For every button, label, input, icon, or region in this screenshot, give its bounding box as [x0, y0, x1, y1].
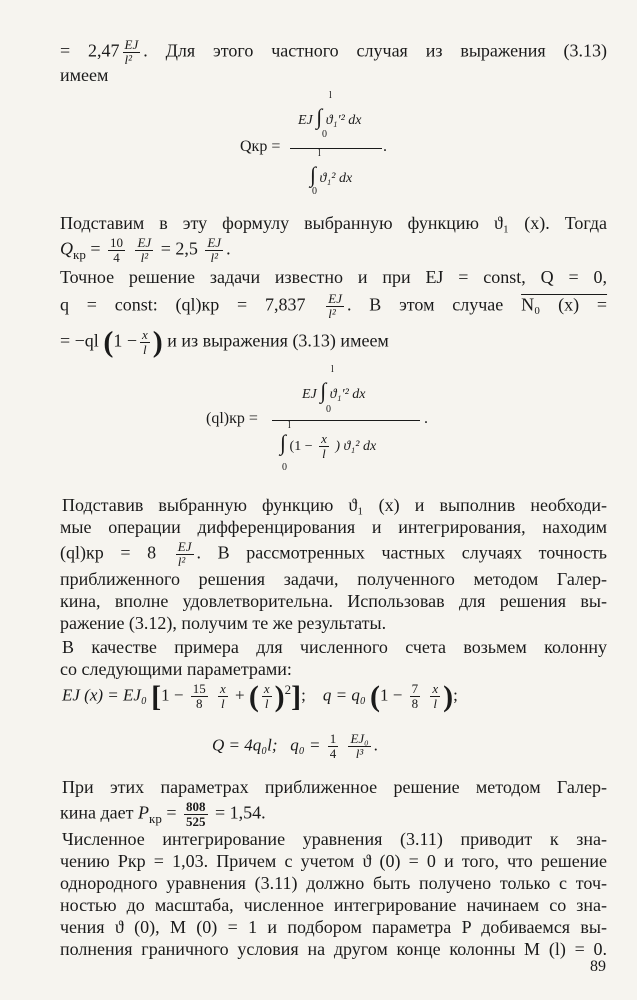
text-line-9: мые операции дифференцирования и интегрирования, находим — [60, 517, 607, 537]
text-line-21: ностью до масштаба, численное интегрирование начинаем со зна- — [60, 895, 607, 915]
text-line-3: Подставим в эту формулу выбранную функцию ϑ₁ (x). Тогда — [60, 213, 607, 233]
equation-qlkr-lhs: (ql)кр = — [206, 410, 258, 427]
integral-lower-limit: 0 — [322, 129, 327, 140]
fraction-ej-l2: $\frac{EJ}{\text{l²}}$ — [124, 37, 139, 67]
equation-qkr-lhs: Qкр = — [240, 138, 281, 155]
integral-upper-limit: l — [288, 420, 291, 431]
equation-1-denominator: ∫ ϑ₁² dx — [310, 162, 353, 187]
text-line-19: чению Pкр = 1,03. Причем с учетом ϑ (0) = 0 и того, что решение — [60, 851, 607, 871]
text-line-15: со следующими параметрами: — [60, 659, 292, 679]
text-line-7: = −ql (1 − $\frac{x}{l}$ ) и из выражения (3.13) имеем — [60, 325, 389, 359]
integral-upper-limit: l — [331, 364, 334, 375]
text-line-17: кина дает $P_{кр}$ = $\frac{808}{525}$ = 1,54. — [60, 799, 266, 829]
text-line-4: $Q_{кр}$ = $\frac{10}{4}$ $\frac{EJ}{\text{l²}}$ = 2,5 $\frac{EJ}{\text{l²}}$ . — [60, 235, 231, 265]
text-line-11: приближенного решения задачи, полученного методом Галер- — [60, 569, 607, 589]
equation-1-numerator: EJ ∫ ϑ₁′² dx — [298, 104, 362, 129]
integral-lower-limit: 0 — [282, 462, 287, 473]
period: . — [424, 410, 428, 427]
text-line-20: однородного уравнения (3.11) должно быть получено только с точ- — [60, 873, 607, 893]
text-line-10: (ql)кр = 8 $\frac{EJ}{\text{l²}}$ . В рассмотренных частных случаях точность — [60, 539, 608, 569]
text-fragment: Для этого частного случая из выражения (3.13) — [165, 40, 607, 61]
text-line-1: = 2,47 $\frac{EJ}{\text{l²}}$ . Для этого частного случая из выражения (3.13) — [60, 37, 607, 67]
text-fragment: = 2,47 — [60, 40, 120, 61]
text-line-12: кина, вполне удовлетворительна. Использовав для решения вы- — [60, 591, 607, 611]
text-line-6: q = const: (ql)кр = 7,837 $\frac{EJ}{\text{l²}}$ . В этом случае N₀ (x) = — [60, 291, 608, 321]
integral-upper-limit: l — [318, 148, 321, 159]
page-number: 89 — [590, 958, 606, 975]
equation-2-denominator: ∫ (1 − $\frac{x}{l}$ ) ϑ₁² dx — [280, 430, 377, 462]
integral-upper-limit: l — [329, 90, 332, 101]
fraction-bar — [272, 420, 420, 421]
text-line-13: ражение (3.12), получим те же результаты. — [60, 613, 387, 633]
text-line-18: Численное интегрирование уравнения (3.11) приводит к зна- — [62, 829, 607, 849]
text-line-8: Подставив выбранную функцию ϑ₁ (x) и выполнив необходи- — [62, 495, 607, 515]
text-line-2: имеем — [60, 65, 109, 85]
text-line-14: В качестве примера для численного счета возьмем колонну — [62, 637, 607, 657]
text-line-16: При этих параметрах приближенное решение методом Галер- — [62, 777, 607, 797]
equation-2-numerator: EJ ∫ ϑ₁′² dx — [302, 378, 366, 403]
fraction-bar — [290, 148, 382, 149]
text-line-22: чения ϑ (0), M (0) = 1 и подбором параметра P добиваемся вы- — [60, 917, 607, 937]
integral-lower-limit: 0 — [312, 186, 317, 197]
integral-lower-limit: 0 — [326, 404, 331, 415]
text-line-5: Точное решение задачи известно и при EJ = const, Q = 0, — [60, 267, 607, 287]
period: . — [383, 138, 387, 155]
text-line-23: полнения граничного условия на другом конце колонны M (l) = 0. — [60, 939, 607, 959]
equation-3: EJ (x) = EJ₀ [1 − $\frac{15}{8}$ $\frac{x}{l}$ + ( $\frac{x}{l}$ )$^2$]; q = q₀ (1 − $\frac{7}{8}$ $\frac{x}{l}$ ); — [62, 679, 458, 713]
equation-4: Q = 4q₀l; q₀ = $\frac{1}{4}$ $\frac{\text{EJ₀}}{\text{l³}}$ . — [212, 731, 378, 761]
